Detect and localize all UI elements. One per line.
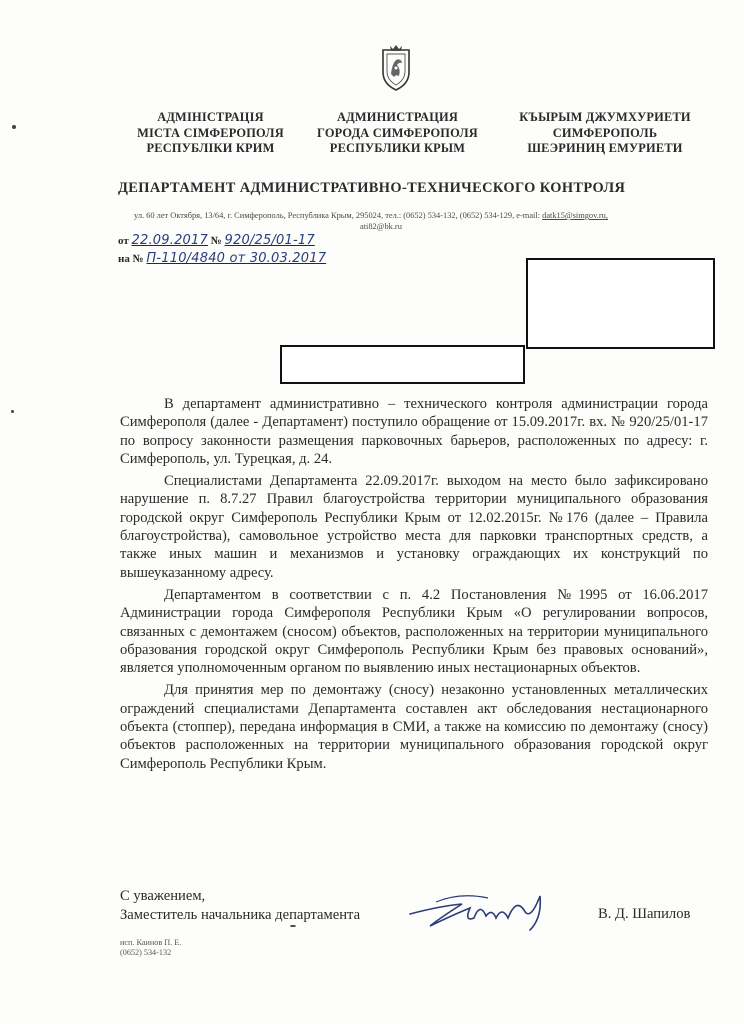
signer-name: В. Д. Шапилов: [598, 906, 691, 922]
reference-to-ref: П-110/4840 от 30.03.2017: [146, 251, 327, 266]
header-center: [305, 110, 490, 157]
body-paragraph-4: Для принятия мер по демонтажу (сносу) незаконно установленных металлических ограждений специалистами Департамента составлен акт обследования нестационарного объекта (стоппер), передана информация в СМИ, а также на комиссию по демонтажу (сносу) объектов расположенных на территории муниципального образования городской округ Симферополь Республики Крым.: [120, 682, 708, 772]
header-right-line-1: КЪЫРЫМ ДЖУМХУРИЕТИ: [519, 110, 691, 124]
reference-to-label: на №: [118, 253, 144, 265]
contact-email-secondary[interactable]: ati82@bk.ru: [360, 221, 402, 231]
header-left: [118, 110, 303, 157]
reference-from-line: [118, 233, 315, 248]
header-center-line-2: ГОРОДА СИМФЕРОПОЛЯ: [317, 125, 478, 140]
header-center-line-1: АДМИНИСТРАЦИЯ: [336, 110, 459, 124]
department-title: ДЕПАРТАМЕНТ АДМИНИСТРАТИВНО-ТЕХНИЧЕСКОГО КОНТРОЛЯ: [118, 180, 626, 196]
header-right-line-2: СИМФЕРОПОЛЬ: [552, 125, 658, 140]
coat-of-arms-icon: [379, 44, 413, 92]
header-right: [505, 110, 705, 157]
contact-address: ул. 60 лет Октября, 13/64, г. Симферополь, Республика Крым, 295024, тел.: (0652) 534-132, (0652) 534-129, e-mail:: [134, 211, 541, 220]
header-right-line-3: ШЕЭРИНИҢ ЕМУРИЕТИ: [527, 141, 683, 155]
signature-icon: [400, 888, 560, 938]
contact-email-primary[interactable]: datk15@simgov.ru,: [542, 211, 608, 220]
body-paragraph-2: Специалистами Департамента 22.09.2017г. выходом на место было зафиксировано нарушение п. 8.7.27 Правил благоустройства территории муниципального образования городской округ Симферополь Республики Крым от 12.02.2015г. №176 (далее – Правила благоустройства), самовольное устройство места для парковки транспортных средств, а также иных машин и механизмов и установку ограждающих их конструкций по вышеуказанному адресу.: [120, 473, 708, 581]
redacted-recipient-box: [526, 258, 715, 349]
header-left-line-3: РЕСПУБЛІКИ КРИМ: [146, 141, 275, 155]
letter-body: [120, 395, 708, 777]
reference-to-line: [118, 251, 326, 266]
scan-speck: [12, 125, 16, 129]
executor-name: исп. Каинов П. Е.: [120, 938, 182, 947]
redacted-recipient-name-box: [280, 345, 525, 384]
reference-number: 920/25/01-17: [224, 233, 315, 248]
closing-block: [120, 887, 360, 924]
signer-position: Заместитель начальника департамента: [120, 906, 361, 923]
header-left-line-2: МІСТА СІМФЕРОПОЛЯ: [137, 125, 284, 140]
reference-from-date: 22.09.2017: [131, 233, 208, 248]
reference-number-label: №: [210, 235, 222, 247]
body-paragraph-3: Департаментом в соответствии с п. 4.2 Постановления №1995 от 16.06.2017 Администрации города Симферополя Республики Крым «О регулировании вопросов, связанных с демонтажем (сносом) объектов, расположенных на территории муниципального образования городской округ Симферополь Республики Крым без правовых оснований», является уполномоченным органом по выявлению иных нестационарных объектов.: [120, 586, 708, 677]
scan-speck: [290, 925, 296, 927]
header-left-line-1: АДМІНІСТРАЦІЯ: [157, 110, 264, 124]
executor-phone: (0652) 534-132: [120, 948, 172, 958]
executor-note: [120, 938, 181, 959]
reference-from-label: от: [118, 235, 129, 247]
scan-speck: [11, 410, 14, 413]
contact-info: [134, 211, 724, 232]
closing-regards: С уважением,: [120, 888, 206, 904]
header-center-line-3: РЕСПУБЛИКИ КРЫМ: [329, 141, 466, 155]
body-paragraph-1: В департамент административно – технического контроля администрации города Симферополя (далее - Департамент) поступило обращение от 15.09.2017г. вх. № 920/25/01-17 по вопросу законности размещения парковочных барьеров, расположенных по адресу: г. Симферополь, ул. Турецкая, д. 24.: [120, 396, 708, 467]
